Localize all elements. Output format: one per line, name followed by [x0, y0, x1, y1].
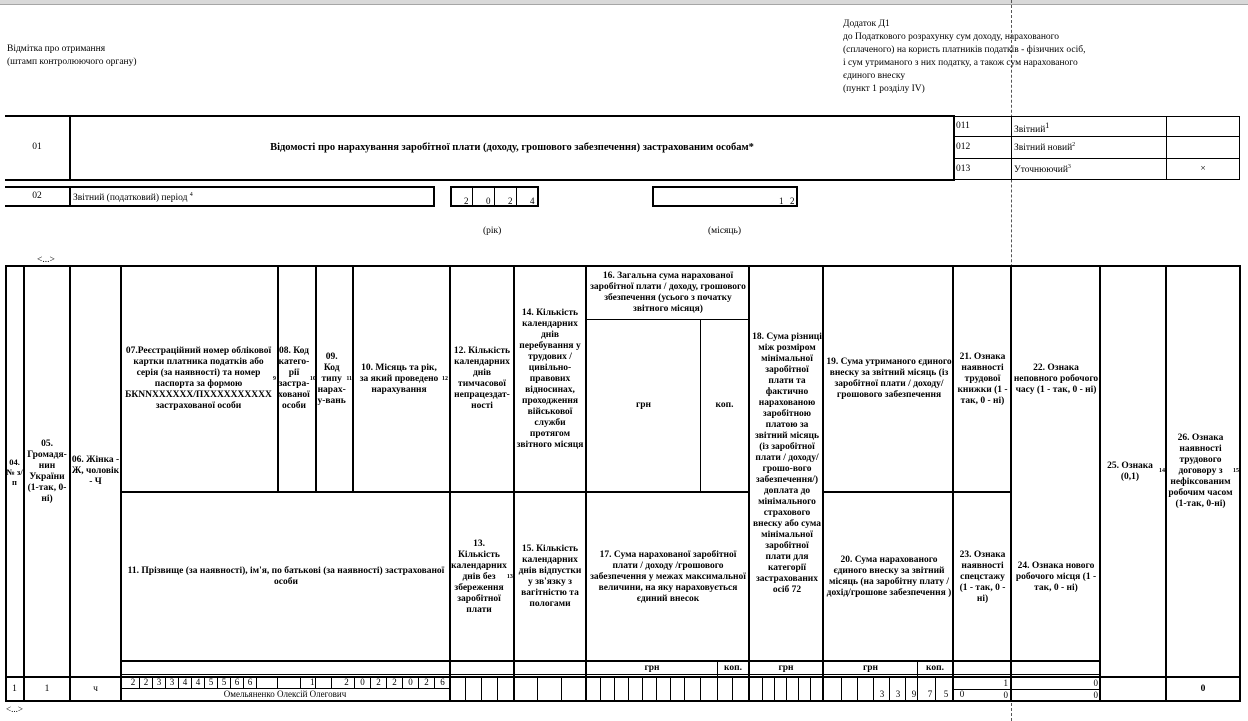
report-type-row	[956, 164, 970, 174]
unit-kop-17: коп.	[724, 662, 742, 673]
col-header-21: 21. Ознака наявності трудової книжки (1 - так, 0 - ні)	[957, 351, 1008, 406]
col-header-17: 17. Сума нарахованої заробітної плати / доходу /грошового забезпечення у межах максимальної величини, на яку нараховується єдиний внесок	[590, 549, 746, 604]
row01-code: 01	[32, 142, 42, 152]
col-header-04: 04. № з/п	[6, 456, 23, 487]
annex-line: і сум утриманого з них податку, а також сум нарахованого	[843, 58, 1078, 68]
period-digit: 2	[419, 677, 435, 688]
col-header-10	[356, 268, 448, 490]
report-type-code: 011	[956, 121, 970, 131]
record-c24[interactable]: 0	[1093, 690, 1098, 700]
tax-id-digit: 6	[231, 677, 244, 688]
tax-id-digit: 3	[166, 677, 179, 688]
report-type-note: 3	[1067, 164, 1071, 170]
month-digit[interactable]: 1	[779, 196, 784, 206]
period-label	[73, 192, 193, 203]
tax-id-digit: 3	[153, 677, 166, 688]
annex-line: єдиного внеску	[843, 71, 906, 81]
col-header-09	[317, 268, 352, 490]
c20-digit: 5	[943, 689, 949, 699]
tax-id-digit: 5	[218, 677, 231, 688]
report-type-label-text: Уточнюючий	[1014, 165, 1068, 176]
unit-uah-20: грн	[862, 662, 879, 673]
record-sex[interactable]: ч	[93, 683, 98, 694]
col-header-25-note: 14	[1159, 468, 1165, 474]
report-type-code: 013	[956, 164, 971, 174]
annex-line: до Податкового розрахунку сум доходу, нарахованого	[843, 32, 1060, 42]
col-header-10-text: 10. Місяць та рік, за який проведено нарахування	[359, 362, 439, 395]
annex-line: (пункт 1 розділу IV)	[843, 84, 925, 94]
col-header-09-note: 11	[346, 375, 352, 382]
col-header-14: 14. Кількість календарних днів перебування у трудових / цивільно-правових відносинах, проходження військової служби протягом звітного місяця	[516, 307, 584, 450]
c20-digit: 3	[895, 689, 901, 699]
c20-digit: 3	[879, 689, 885, 699]
period-digit: 0	[355, 677, 371, 688]
col-header-13	[452, 494, 512, 660]
report-type-row	[956, 121, 970, 131]
record-citizen[interactable]: 1	[44, 683, 50, 694]
unit-uah-17: грн	[644, 662, 660, 673]
report-type-checkbox[interactable]: ×	[1200, 164, 1206, 174]
col-header-20: 20. Сума нарахованого єдиного внеску за звітний місяць (на заробітну плату / дохід/грошове забезпечення )	[826, 555, 952, 598]
period-digit: 2	[387, 677, 403, 688]
col-header-11: 11. Прізвище (за наявності), ім'я, по батькові (за наявності) застрахованої особи	[127, 566, 445, 587]
report-type-label	[1014, 142, 1075, 153]
col-header-07	[124, 268, 276, 490]
col-header-15: 15. Кількість календарних днів відпустки у зв'язку з вагітністю та пологами	[518, 544, 582, 609]
ellipsis-marker: <...>	[37, 255, 55, 265]
col-header-25	[1101, 268, 1165, 675]
period-digit: 0	[403, 677, 419, 688]
record-c26[interactable]: 0	[1200, 683, 1206, 694]
col-header-09-text: 09. Код типу нарах-у-вань	[317, 351, 346, 406]
period-label-text: Звітний (податковий) період	[73, 193, 188, 204]
report-type-label	[1014, 164, 1071, 175]
col-header-16-kop: коп.	[715, 400, 734, 410]
row02-code: 02	[32, 190, 42, 201]
year-digit[interactable]: 2	[464, 196, 469, 206]
month-digit[interactable]: 2	[790, 196, 795, 206]
period-cells[interactable]	[339, 677, 451, 688]
report-type-checkbox[interactable]	[1167, 137, 1239, 158]
c20-digit: 9	[911, 689, 917, 699]
stamp-note-line: Відмітка про отримання	[7, 44, 106, 54]
report-type-code: 012	[956, 142, 971, 152]
col-header-24: 24. Ознака нового робочого місця (1 - так, 0 - ні)	[1015, 560, 1097, 593]
report-type-label-text: Звітний	[1014, 125, 1046, 136]
col-header-19: 19. Сума утриманого єдиного внеску за звітний місяць (із заробітної плати / доходу/грошового забезпечення	[826, 357, 952, 400]
report-type-checkbox[interactable]	[1167, 117, 1239, 136]
period-digit: 2	[339, 677, 355, 688]
unit-kop-20: коп.	[926, 662, 944, 673]
report-type-note: 2	[1072, 142, 1076, 148]
tax-id-digit: 2	[140, 677, 153, 688]
col-header-08	[279, 268, 315, 490]
col-header-08-note: 10	[309, 375, 316, 382]
col-header-13-note: 13	[506, 573, 513, 580]
year-caption: (рік)	[483, 226, 502, 236]
record-c22[interactable]: 0	[1093, 678, 1098, 688]
tax-id-digit: 4	[179, 677, 192, 688]
period-digit: 6	[435, 677, 451, 688]
col-header-07-text: 07.Реєстраційний номер облікової картки платника податків або серія (за наявності) та номер паспорта за формою БКNNXXXXXX/ПXXXXXXXXXX застрахованої особи	[125, 346, 272, 411]
col-header-23: 23. Ознака наявності спецстажу (1 - так, 0 - ні)	[959, 549, 1006, 604]
annex-note	[843, 18, 1113, 96]
c20-digit: 7	[927, 689, 933, 699]
tax-id-digit: 6	[244, 677, 257, 688]
col-header-16: 16. Загальна сума нарахованої заробітної плати / доходу, грошового збезпечення (усього з початку звітного місяця)	[590, 271, 746, 314]
annex-line: (сплаченого) на користь платників податків - фізичних осіб,	[843, 45, 1086, 55]
record-full-name[interactable]: Омельяненко Олексій Олегович	[223, 689, 347, 699]
unit-uah-18: грн	[778, 662, 794, 673]
col-header-12: 12. Кількість календарних днів тимчасової непрацездат-ності	[453, 346, 511, 411]
col-header-08-text: 08. Код катего-рії застра-хованої особи	[278, 346, 310, 411]
row01-title: Відомості про нарахування заробітної плати (доходу, грошового забезпечення) застрахованим особам*	[270, 142, 754, 153]
tax-id-cells[interactable]	[127, 677, 257, 688]
year-digit[interactable]: 4	[530, 196, 535, 206]
col-header-05: 05. Громадя-нин України (1-так, 0-ні)	[27, 438, 67, 504]
stamp-note	[7, 43, 137, 69]
report-type-note: 1	[1045, 121, 1050, 130]
col-header-25-text: 25. Ознака (0,1)	[1107, 460, 1153, 482]
col-header-26-note: 15	[1233, 468, 1239, 474]
report-type-label-text: Звітний новий	[1014, 143, 1073, 154]
col-header-13-text: 13. Кількість календарних днів без збереження заробітної плати	[451, 538, 507, 615]
record-no[interactable]: 1	[12, 683, 17, 694]
annex-title: Додаток Д1	[843, 19, 890, 29]
spreadsheet-header-strip	[0, 0, 1248, 5]
month-caption: (місяць)	[708, 226, 741, 236]
col-header-26	[1168, 268, 1239, 675]
col-header-10-note: 12	[442, 375, 448, 382]
col-header-07-note: 9	[273, 375, 276, 382]
stamp-note-line: (штамп контролюючого органу)	[7, 57, 137, 67]
period-note: 4	[189, 192, 193, 198]
col-header-16-uah: грн	[635, 400, 652, 410]
ellipsis-marker-bottom: <...>	[6, 704, 23, 714]
year-digit[interactable]: 2	[508, 196, 513, 206]
report-type-row	[956, 142, 970, 152]
col-header-18: 18. Сума різниці між розміром мінімальної заробітної плати та фактично нарахованою заробітною платою за звітний місяць (із заробітної плати / доходу/грошо-вого забезпечення/) доплата до мінімального страхового внеску або сума мінімальної заробітної плати для категорії застрахованих осіб 72	[752, 332, 822, 595]
period-digit: 2	[371, 677, 387, 688]
tax-id-digit: 5	[205, 677, 218, 688]
year-digit[interactable]: 0	[486, 196, 491, 206]
c20-digit: 0	[959, 689, 965, 699]
record-c23[interactable]: 0	[1003, 690, 1008, 700]
col-header-26-text: 26. Ознака наявності трудового договору з нефіксованим робочим часом (1-так, 0-ні)	[1168, 433, 1233, 509]
tax-id-digit: 4	[192, 677, 205, 688]
record-c21[interactable]: 1	[1003, 678, 1008, 688]
report-type-label	[1014, 121, 1049, 135]
col-header-06: 06. Жінка - Ж, чоловік - Ч	[71, 455, 120, 487]
tax-id-digit: 2	[127, 677, 140, 688]
col-header-22: 22. Ознака неповного робочого часу (1 - так, 0 - ні)	[1013, 362, 1099, 395]
record-category[interactable]: 1	[310, 677, 315, 687]
